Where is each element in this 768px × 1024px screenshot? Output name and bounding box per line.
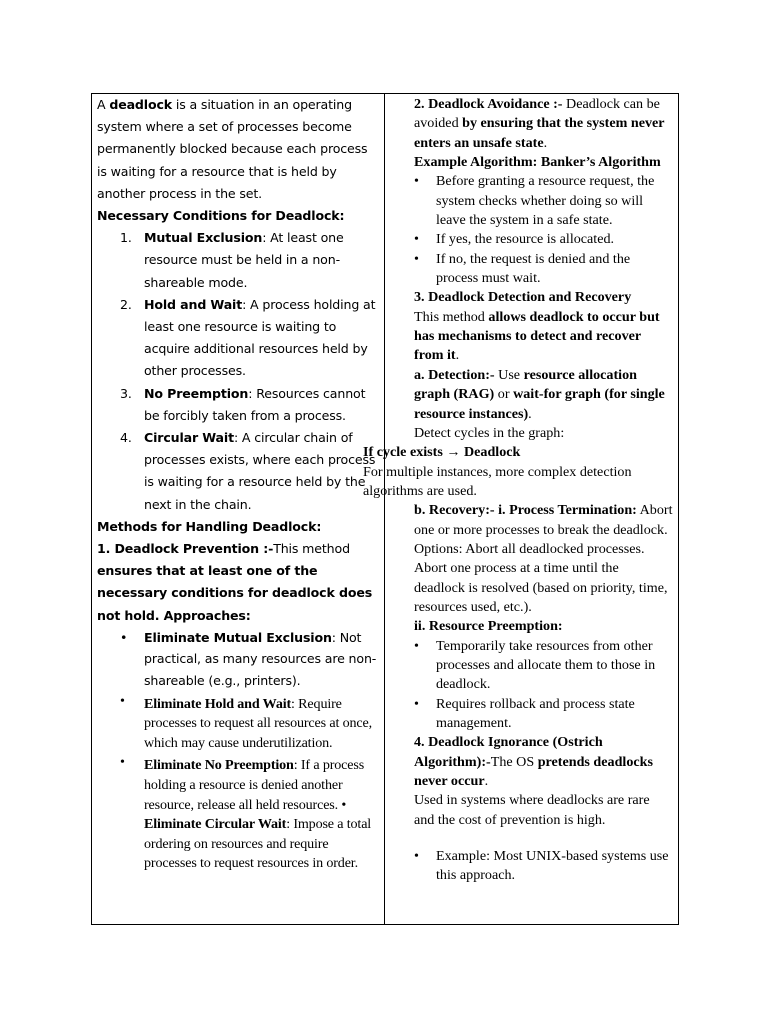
avoidance-item: • If yes, the resource is allocated.: [414, 231, 615, 248]
recovery-paragraph: b. Recovery:- i. Process Termination: Abort one or more processes to break the deadlock. Options: Abort all deadlocked processes. Abort one process at a time until the deadlock is resolved (based on priority, time, resources used, etc.).: [414, 502, 673, 615]
preemption-item: • Temporarily take resources from other processes and allocate them to those in deadlock.: [414, 637, 656, 693]
approach-item: • Eliminate No Preemption: If a process holding a resource is denied another resource, release all held resources. • Eliminate Circular Wait: Impose a total ordering on resources and require processes to request resources in order.: [120, 754, 372, 872]
approaches-list: [97, 627, 380, 874]
avoidance-paragraph: 2. Deadlock Avoidance :- Deadlock can be avoided by ensuring that the system never enters an unsafe state.: [414, 96, 665, 151]
detection-heading: 3. Deadlock Detection and Recovery: [414, 289, 632, 306]
ignorance-paragraph: 4. Deadlock Ignorance (Ostrich Algorithm):-The OS pretends deadlocks never occur.: [414, 734, 653, 790]
condition-item: 1. Mutual Exclusion: At least one resource must be held in a non-shareable mode.: [120, 230, 344, 290]
condition-item: 4. Circular Wait: A circular chain of processes exists, where each process is waiting for a resource held by the next in the chain.: [120, 430, 376, 512]
used-in-text: Used in systems where deadlocks are rare and the cost of prevention is high.: [414, 792, 650, 828]
conditions-list: [97, 227, 380, 516]
intro-paragraph: A deadlock is a situation in an operating system where a set of processes become permanently blocked because each process is waiting for a resource that is held by another process in the set.: [97, 97, 368, 201]
condition-item: 2. Hold and Wait: A process holding at least one resource is waiting to acquire additional resources held by other processes.: [120, 296, 376, 379]
approach-item: • Eliminate Mutual Exclusion: Not practical, as many resources are non-shareable (e.g., printers).: [120, 629, 377, 689]
detect-cycles-text: Detect cycles in the graph:: [414, 424, 565, 441]
example-list: [389, 847, 673, 886]
multiple-instances-text: For multiple instances, more complex detection algorithms are used.: [363, 463, 632, 499]
conditions-heading: Necessary Conditions for Deadlock:: [97, 208, 345, 224]
methods-heading: Methods for Handling Deadlock:: [97, 518, 322, 534]
avoidance-item: • Before granting a resource request, the system checks whether doing so will leave the system in a safe state.: [414, 173, 655, 229]
preemption-list: [389, 637, 673, 734]
spacer: [389, 830, 673, 847]
avoidance-example: Example Algorithm: Banker’s Algorithm: [414, 154, 661, 171]
cycle-exists-text: If cycle exists → Deadlock: [363, 444, 521, 461]
approach-item: • Eliminate Hold and Wait: Require processes to request all resources at once, which may cause underutilization.: [120, 692, 372, 751]
condition-item: 3. No Preemption: Resources cannot be forcibly taken from a process.: [120, 385, 366, 423]
detection-method: a. Detection:- Use resource allocation graph (RAG) or wait-for graph (for single resource instances).: [414, 366, 665, 422]
preemption-heading: ii. Resource Preemption:: [414, 618, 563, 635]
left-column: [92, 94, 384, 874]
notes-table: [91, 93, 679, 925]
deadlock-term: deadlock: [109, 97, 173, 112]
preemption-item: • Requires rollback and process state management.: [414, 695, 635, 731]
right-column: [363, 94, 679, 886]
example-item: • Example: Most UNIX-based systems use this approach.: [414, 848, 669, 884]
avoidance-item: • If no, the request is denied and the process must wait.: [414, 250, 631, 287]
detection-paragraph: This method allows deadlock to occur but has mechanisms to detect and recover from it.: [414, 308, 660, 364]
avoidance-list: [389, 172, 673, 288]
prevention-paragraph: 1. Deadlock Prevention :-This method ensures that at least one of the necessary conditions for deadlock does not hold. Approaches:: [97, 541, 373, 623]
